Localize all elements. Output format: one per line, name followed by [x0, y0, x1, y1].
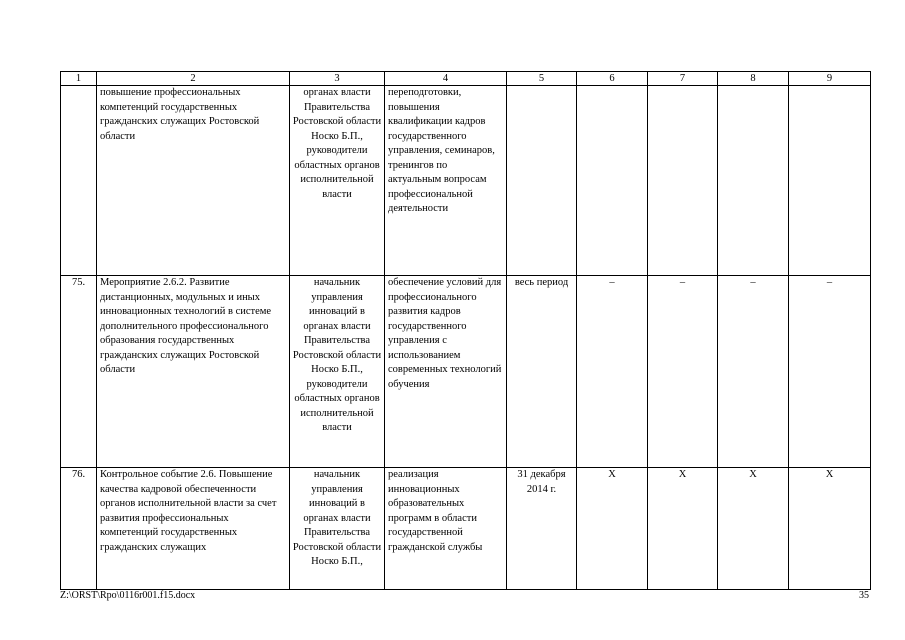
col6-value: – — [577, 276, 648, 468]
table-row — [61, 276, 871, 468]
expected-result: переподготовки, повышения квалификации кадров государственного управления, семинаров, тренингов по актуальным вопросам профессиональной деятельности — [385, 86, 507, 276]
col7-value: X — [648, 468, 718, 590]
page-number: 35 — [859, 590, 869, 601]
plan-table — [60, 71, 871, 590]
row-number — [61, 86, 97, 276]
header-cell: 1 — [61, 72, 97, 86]
event-name: Мероприятие 2.6.2. Развитие дистанционных, модульных и иных инновационных технологий в системе дополнительного профессионального образования государственных гражданских служащих Ростовской области — [97, 276, 290, 468]
col6-value: X — [577, 468, 648, 590]
header-cell: 5 — [507, 72, 577, 86]
file-path: Z:\ORST\Rpo\0116r001.f15.docx — [60, 590, 196, 601]
responsible: начальник управления инноваций в органах власти Правительства Ростовской области Носко Б.П., — [290, 468, 385, 590]
deadline — [507, 86, 577, 276]
event-name: Контрольное событие 2.6. Повышение качества кадровой обеспеченности органов исполнительной власти за счет развития профессиональных компетенций государственных гражданских служащих — [97, 468, 290, 590]
row-number: 76. — [61, 468, 97, 590]
col8-value: X — [718, 468, 789, 590]
col9-value: X — [789, 468, 871, 590]
col9-value — [789, 86, 871, 276]
responsible: начальник управления инноваций в органах власти Правительства Ростовской области Носко Б.П., руководители областных органов исполнительной власти — [290, 276, 385, 468]
deadline: весь период — [507, 276, 577, 468]
header-cell: 3 — [290, 72, 385, 86]
header-cell: 4 — [385, 72, 507, 86]
col6-value — [577, 86, 648, 276]
deadline: 31 декабря 2014 г. — [507, 468, 577, 590]
row-number: 75. — [61, 276, 97, 468]
col7-value: – — [648, 276, 718, 468]
col8-value — [718, 86, 789, 276]
header-cell: 9 — [789, 72, 871, 86]
table-row — [61, 468, 871, 590]
event-name: повышение профессиональных компетенций государственных гражданских служащих Ростовской области — [97, 86, 290, 276]
header-cell: 2 — [97, 72, 290, 86]
col8-value: – — [718, 276, 789, 468]
col9-value: – — [789, 276, 871, 468]
table-row — [61, 86, 871, 276]
header-row — [61, 72, 871, 86]
header-cell: 8 — [718, 72, 789, 86]
header-cell: 6 — [577, 72, 648, 86]
header-cell: 7 — [648, 72, 718, 86]
responsible: органах власти Правительства Ростовской области Носко Б.П., руководители областных органов исполнительной власти — [290, 86, 385, 276]
col7-value — [648, 86, 718, 276]
expected-result: обеспечение условий для профессионального развития кадров государственного управления с использованием современных технологий обучения — [385, 276, 507, 468]
expected-result: реализация инновационных образовательных программ в области государственной гражданской службы — [385, 468, 507, 590]
